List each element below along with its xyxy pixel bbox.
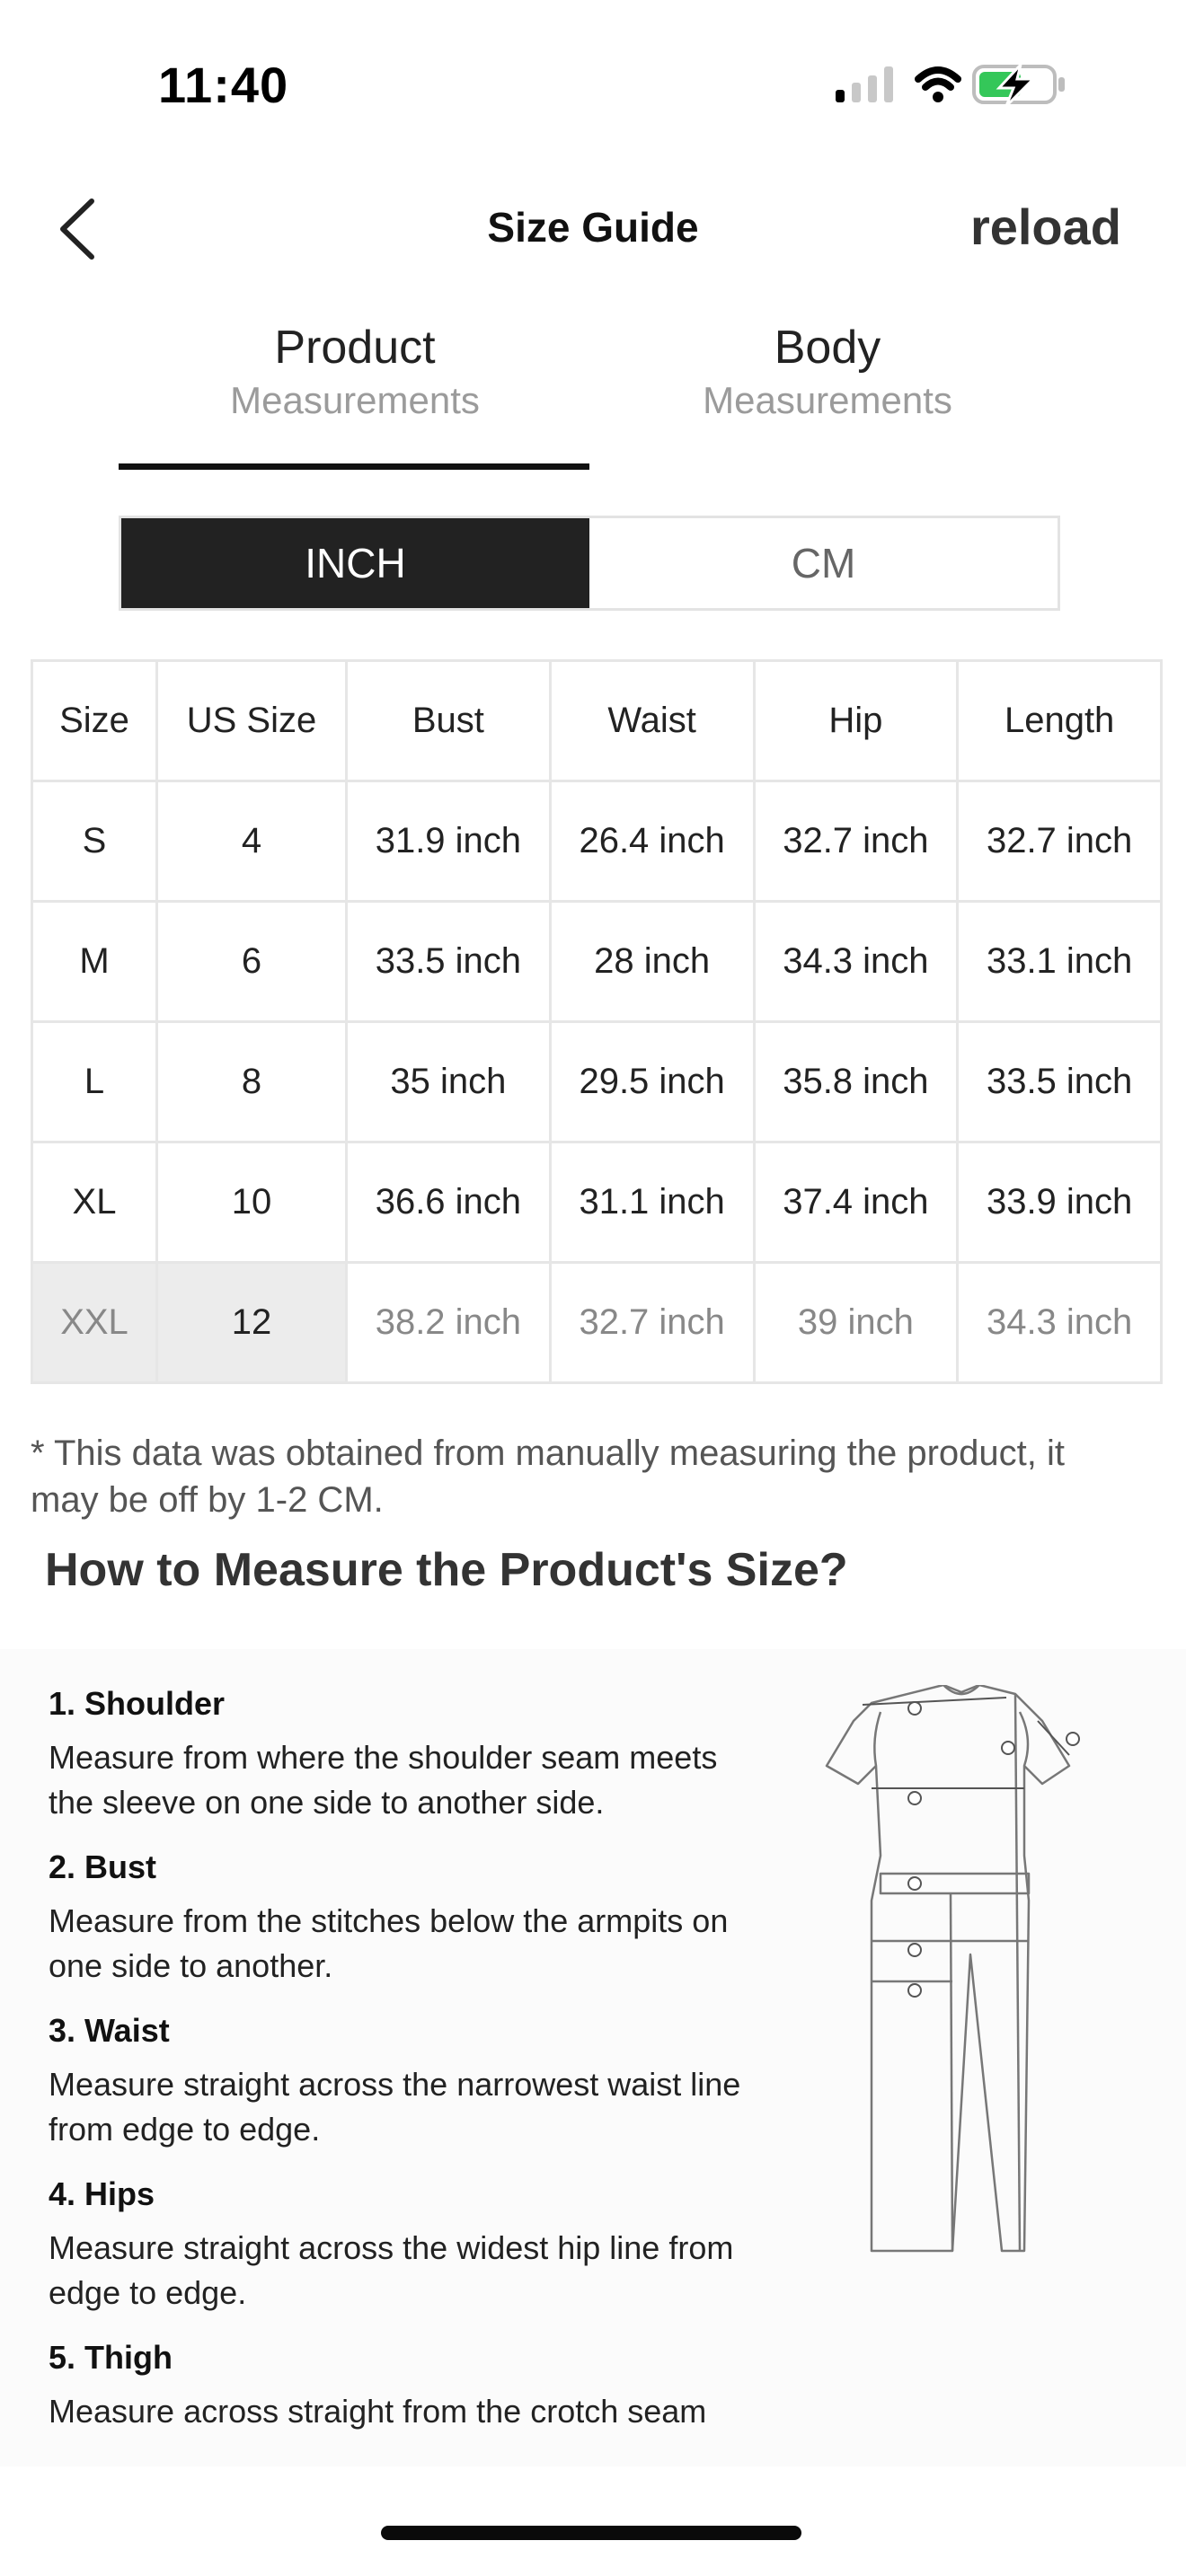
cell-hip: 34.3 inch — [754, 902, 958, 1022]
cell-us-size: 12 — [157, 1263, 347, 1383]
cellular-signal-icon — [836, 66, 893, 102]
size-table — [31, 659, 1163, 1384]
header-size: Size — [32, 661, 157, 781]
cell-bust: 38.2 inch — [347, 1263, 551, 1383]
table-row[interactable] — [32, 1142, 1162, 1263]
howto-steps — [49, 1685, 767, 2457]
cell-bust: 36.6 inch — [347, 1142, 551, 1263]
cell-length: 32.7 inch — [958, 781, 1162, 902]
step-description: Measure straight across the narrowest waist line from edge to edge. — [49, 2066, 741, 2148]
step-title: 5. Thigh — [49, 2339, 173, 2376]
tab-body-subtitle: Measurements — [703, 379, 952, 421]
table-header-row — [32, 661, 1162, 781]
tab-body-title: Body — [774, 322, 881, 374]
table-row-highlighted[interactable] — [32, 1263, 1162, 1383]
jumpsuit-measurement-illustration — [809, 1685, 1132, 2260]
cell-size: L — [32, 1022, 157, 1142]
cell-hip: 35.8 inch — [754, 1022, 958, 1142]
table-row[interactable] — [32, 781, 1162, 902]
step-description: Measure across straight from the crotch seam — [49, 2393, 707, 2430]
cell-size: M — [32, 902, 157, 1022]
status-icons — [830, 59, 1073, 110]
measurement-note: * This data was obtained from manually measuring the product, it may be off by 1-2 CM. — [31, 1434, 1065, 1520]
battery-charging-icon — [974, 65, 1065, 106]
cell-waist: 32.7 inch — [550, 1263, 754, 1383]
unit-toggle — [119, 516, 1060, 611]
cell-bust: 31.9 inch — [347, 781, 551, 902]
step-title: 4. Hips — [49, 2175, 155, 2212]
table-row[interactable] — [32, 902, 1162, 1022]
cell-us-size: 10 — [157, 1142, 347, 1263]
step-title: 2. Bust — [49, 1848, 157, 1885]
page-title: Size Guide — [487, 204, 699, 251]
reload-button[interactable]: reload — [969, 198, 1121, 255]
cell-size: S — [32, 781, 157, 902]
tab-product-subtitle: Measurements — [230, 379, 480, 421]
cell-waist: 29.5 inch — [550, 1022, 754, 1142]
unit-inch-button[interactable]: INCH — [121, 518, 589, 608]
cell-hip: 37.4 inch — [754, 1142, 958, 1263]
step-title: 3. Waist — [49, 2012, 170, 2049]
active-tab-indicator — [119, 463, 589, 470]
cell-hip: 39 inch — [754, 1263, 958, 1383]
unit-cm-button[interactable]: CM — [589, 518, 1058, 608]
header-hip: Hip — [754, 661, 958, 781]
tab-product-title: Product — [274, 322, 436, 374]
cell-us-size: 4 — [157, 781, 347, 902]
cell-waist: 28 inch — [550, 902, 754, 1022]
cell-length: 33.9 inch — [958, 1142, 1162, 1263]
header-waist: Waist — [550, 661, 754, 781]
header-us-size: US Size — [157, 661, 347, 781]
tab-body-measurements[interactable] — [591, 320, 1064, 426]
cell-length: 33.1 inch — [958, 902, 1162, 1022]
home-indicator[interactable] — [381, 2526, 801, 2540]
table-row[interactable] — [32, 1022, 1162, 1142]
step-description: Measure from where the shoulder seam meets the sleeve on one side to another side. — [49, 1739, 718, 1821]
step-description: Measure straight across the widest hip line from edge to edge. — [49, 2229, 734, 2311]
cell-hip: 32.7 inch — [754, 781, 958, 902]
howto-heading: How to Measure the Product's Size? — [45, 1544, 848, 1596]
header-bust: Bust — [347, 661, 551, 781]
header-length: Length — [958, 661, 1162, 781]
cell-size: XL — [32, 1142, 157, 1263]
cell-us-size: 6 — [157, 902, 347, 1022]
tab-product-measurements[interactable] — [119, 320, 591, 426]
step-description: Measure from the stitches below the armpits on one side to another. — [49, 1902, 729, 1984]
cell-length: 34.3 inch — [958, 1263, 1162, 1383]
status-time: 11:40 — [158, 57, 289, 113]
cell-size: XXL — [32, 1263, 157, 1383]
cell-bust: 33.5 inch — [347, 902, 551, 1022]
wifi-icon — [918, 70, 958, 102]
howto-section[interactable] — [0, 1649, 1186, 2466]
cell-us-size: 8 — [157, 1022, 347, 1142]
step-title: 1. Shoulder — [49, 1685, 226, 1722]
cell-bust: 35 inch — [347, 1022, 551, 1142]
cell-waist: 26.4 inch — [550, 781, 754, 902]
cell-waist: 31.1 inch — [550, 1142, 754, 1263]
cell-length: 33.5 inch — [958, 1022, 1162, 1142]
